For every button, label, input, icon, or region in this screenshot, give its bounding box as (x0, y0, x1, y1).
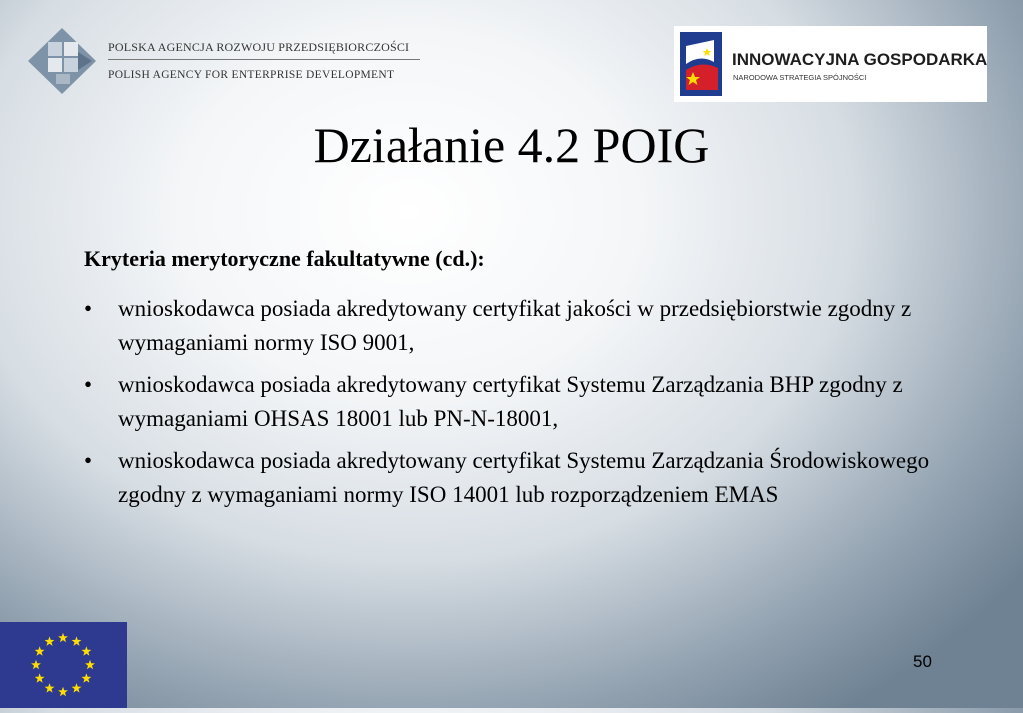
innowacyjna-gospodarka-logo (674, 26, 987, 102)
eu-star-icon (31, 660, 41, 669)
bullet-marker: • (84, 296, 93, 321)
eu-star-icon (45, 636, 55, 645)
ig-title: INNOWACYJNA GOSPODARKA (732, 50, 988, 69)
eu-star-icon (81, 646, 91, 655)
bullet-text: wnioskodawca posiada akredytowany certyfikat Systemu Zarządzania BHP zgodny z wymaganiami OHSAS 18001 lub PN-N-18001, (118, 372, 903, 431)
eu-star-icon (72, 683, 82, 692)
eu-flag (0, 622, 127, 708)
eu-flag-icon (0, 622, 127, 708)
bullet-item (84, 292, 964, 360)
bullet-item (84, 444, 964, 512)
slide-subtitle: Kryteria merytoryczne fakultatywne (cd.): (84, 246, 485, 271)
eu-star-icon (35, 673, 45, 682)
eu-star-icon (85, 660, 95, 669)
parp-divider (108, 59, 420, 60)
parp-name-polish: POLSKA AGENCJA ROZWOJU PRZEDSIĘBIORCZOŚCI (108, 40, 410, 54)
parp-logo (26, 26, 426, 96)
innowacyjna-gospodarka-flag-icon (680, 32, 722, 96)
eu-star-icon (35, 646, 45, 655)
eu-star-icon (81, 673, 91, 682)
eu-star-icon (58, 687, 68, 696)
eu-star-icon (45, 683, 55, 692)
eu-star-icon (72, 636, 82, 645)
bullet-item (84, 368, 964, 436)
bullet-marker: • (84, 448, 93, 473)
bullet-text: wnioskodawca posiada akredytowany certyfikat jakości w przedsiębiorstwie zgodny z wymaganiami normy ISO 9001, (118, 296, 912, 355)
bullet-list (84, 292, 964, 520)
slide-title: Działanie 4.2 POIG (313, 117, 710, 173)
eu-star-icon (58, 633, 68, 642)
page-number: 50 (913, 652, 932, 671)
bullet-text: wnioskodawca posiada akredytowany certyfikat Systemu Zarządzania Środowiskowego zgodny z wymaganiami normy ISO 14001 lub rozporządzeniem EMAS (118, 448, 930, 507)
parp-diamond-icon (26, 26, 98, 96)
ig-subtitle: NARODOWA STRATEGIA SPÓJNOŚCI (733, 73, 867, 82)
parp-name-english: POLISH AGENCY FOR ENTERPRISE DEVELOPMENT (108, 69, 395, 81)
bullet-marker: • (84, 372, 93, 397)
